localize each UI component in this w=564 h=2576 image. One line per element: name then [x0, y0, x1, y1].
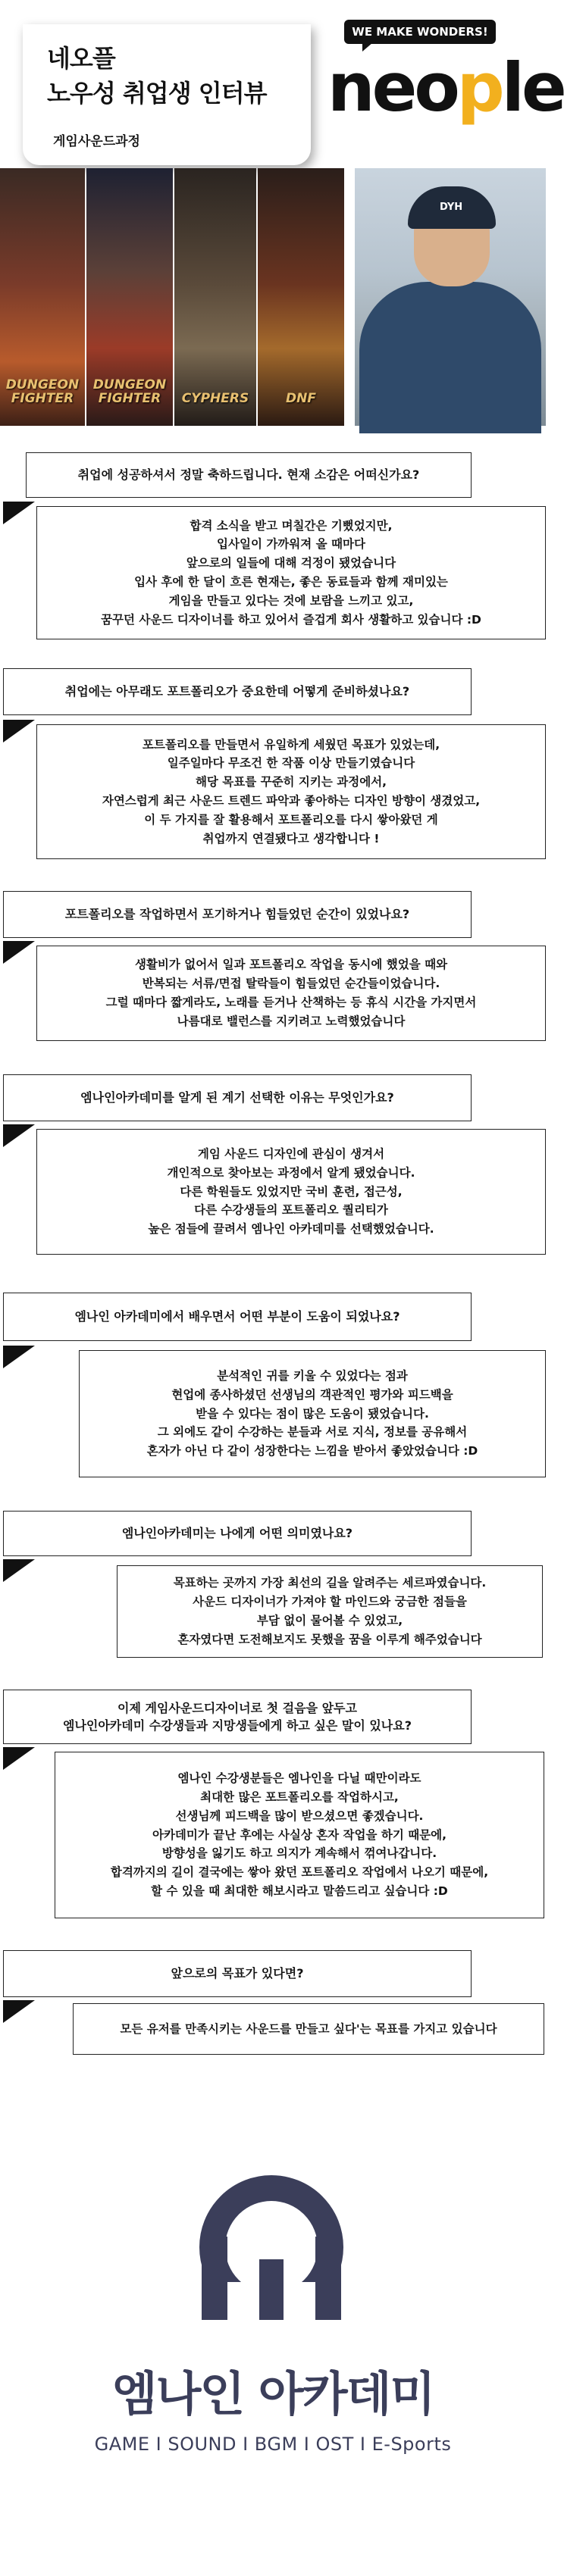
course-subtitle: 게임사운드과정	[53, 134, 140, 149]
bubble-tail	[3, 2000, 35, 2023]
bubble-tail	[3, 502, 35, 524]
game-poster-label: DNF	[286, 391, 316, 407]
title-card	[23, 24, 311, 165]
game-poster-1	[0, 168, 85, 426]
question-bubble: 취업에 성공하셔서 정말 축하드립니다. 현재 소감은 어떠신가요?	[26, 452, 472, 498]
academy-tagline: GAME I SOUND I BGM I OST I E-Sports	[94, 2434, 452, 2455]
game-poster-label: DUNGEON FIGHTER	[5, 377, 80, 407]
cap-text: DYH	[440, 202, 463, 213]
person-body	[359, 282, 541, 433]
title-line2: 노우성 취업생 인터뷰	[47, 79, 267, 108]
m9-academy-logo-icon	[182, 2168, 361, 2340]
neople-wordmark: neople	[327, 48, 564, 127]
question-bubble: 엠나인 아카데미에서 배우면서 어떤 부분이 도움이 되었나요?	[3, 1293, 472, 1341]
answer-bubble: 생활비가 없어서 일과 포트폴리오 작업을 동시에 했었을 때와 반복되는 서류/면접 탈락들이 힘들었던 순간들이었습니다. 그럴 때마다 짧게라도, 노래를 듣거나 산책하는 등 휴식 시간을 가지면서 나름대로 밸런스를 지키려고 노력했었습니다	[36, 946, 546, 1041]
answer-bubble: 분석적인 귀를 키울 수 있었다는 점과 현업에 종사하셨던 선생님의 객관적인 평가와 피드백을 받을 수 있다는 점이 많은 도움이 됐었습니다. 그 외에도 같이 수강하는 분들과 서로 지식, 정보를 공유해서 혼자가 아닌 다 같이 성장한다는 느낌을 받아서 좋았었습니다 :D	[79, 1350, 546, 1477]
game-poster-label: DUNGEON FIGHTER	[92, 377, 167, 407]
question-bubble: 이제 게임사운드디자이너로 첫 걸음을 앞두고 엠나인아카데미 수강생들과 지망생들에게 하고 싶은 말이 있나요?	[3, 1690, 472, 1744]
bubble-tail	[3, 1559, 35, 1582]
interviewee-photo	[355, 168, 546, 426]
bubble-tail	[3, 1124, 35, 1147]
bubble-tail	[3, 941, 35, 964]
slogan-badge: WE MAKE WONDERS!	[344, 20, 496, 44]
bubble-tail	[3, 1747, 35, 1770]
game-poster-4	[258, 168, 344, 426]
game-poster-2	[86, 168, 173, 426]
neople-logo	[327, 20, 564, 156]
answer-bubble: 포트폴리오를 만들면서 유일하게 세웠던 목표가 있었는데, 일주일마다 무조건 한 작품 이상 만들기였습니다 해당 목표를 꾸준히 지키는 과정에서, 자연스럽게 최근 사운드 트렌드 파악과 좋아하는 디자인 방향이 생겼었고, 이 두 가지를 잘 활용해서 포트폴리오를 다시 쌓아왔던 게 취업까지 연결됐다고 생각합니다 !	[36, 724, 546, 859]
question-bubble: 엠나인아카데미를 알게 된 계기 선택한 이유는 무엇인가요?	[3, 1074, 472, 1121]
question-bubble: 엠나인아카데미는 나에게 어떤 의미였나요?	[3, 1511, 472, 1556]
bubble-tail	[3, 720, 35, 742]
question-bubble: 취업에는 아무래도 포트폴리오가 중요한데 어떻게 준비하셨나요?	[3, 668, 472, 715]
answer-bubble: 모든 유저를 만족시키는 사운드를 만들고 싶다'는 목표를 가지고 있습니다	[73, 2003, 544, 2055]
answer-bubble: 합격 소식을 받고 며칠간은 기뻤었지만, 입사일이 가까워져 올 때마다 앞으로의 일들에 대해 걱정이 됐었습니다 입사 후에 한 달이 흐른 현재는, 좋은 동료들과 함께 재미있는 게임을 만들고 있다는 것에 보람을 느끼고 있고, 꿈꾸던 사운드 디자이너를 하고 있어서 즐겁게 회사 생활하고 있습니다 :D	[36, 506, 546, 639]
answer-bubble: 게임 사운드 디자인에 관심이 생겨서 개인적으로 찾아보는 과정에서 알게 됐었습니다. 다른 학원들도 있었지만 국비 훈련, 접근성, 다른 수강생들의 포트폴리오 퀄리티가 높은 점들에 끌려서 엠나인 아카데미를 선택했었습니다.	[36, 1129, 546, 1255]
academy-name: 엠나인 아카데미	[111, 2366, 434, 2421]
game-poster-label: CYPHERS	[181, 391, 249, 407]
game-poster-3	[174, 168, 256, 426]
title-line1: 네오플	[47, 44, 115, 73]
answer-bubble: 목표하는 곳까지 가장 최선의 길을 알려주는 세르파였습니다. 사운드 디자이너가 가져야 할 마인드와 궁금한 점들을 부담 없이 물어볼 수 있었고, 혼자였다면 도전해보지도 못했을 꿈을 이루게 해주었습니다	[117, 1565, 543, 1658]
question-bubble: 앞으로의 목표가 있다면?	[3, 1950, 472, 1997]
question-bubble: 포트폴리오를 작업하면서 포기하거나 힘들었던 순간이 있었나요?	[3, 891, 472, 938]
bubble-tail	[3, 1346, 35, 1368]
answer-bubble: 엠나인 수강생분들은 엠나인을 다닐 때만이라도 최대한 많은 포트폴리오를 작업하시고, 선생님께 피드백을 많이 받으셨으면 좋겠습니다. 아카데미가 끝난 후에는 사실상 혼자 작업을 하기 때문에, 방향성을 잃기도 하고 의지가 계속해서 꺾여나갑니다. 합격까지의 길이 결국에는 쌓아 왔던 포트폴리오 작업에서 나오기 때문에, 할 수 있을 때 최대한 해보시라고 말씀드리고 싶습니다 :D	[55, 1752, 544, 1918]
